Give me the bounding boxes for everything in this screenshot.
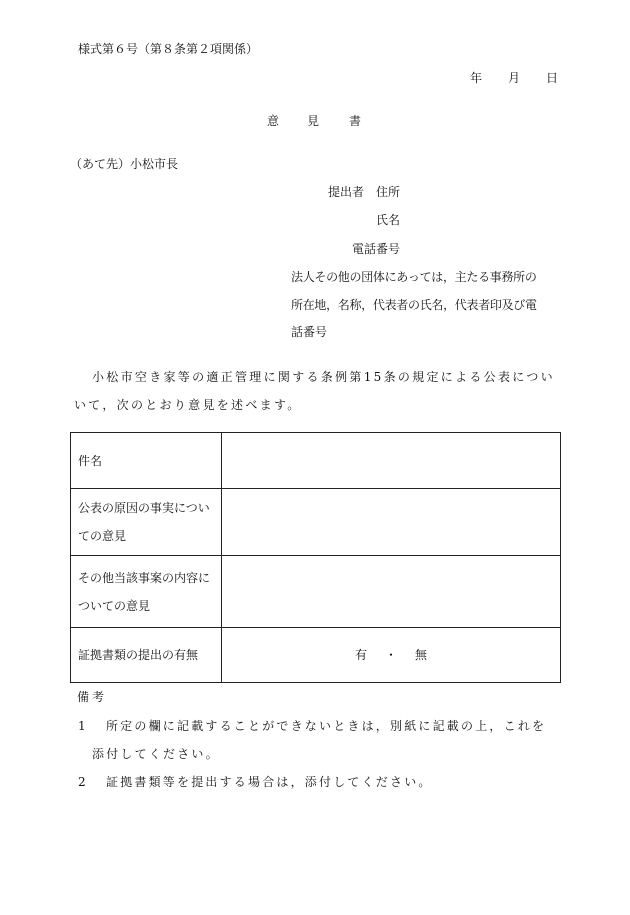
date-day-label: 日: [546, 71, 559, 85]
row-label-line: その他当該事案の内容に: [78, 570, 211, 585]
row-label-line: 件名: [78, 453, 103, 468]
address-label: 住所: [376, 185, 401, 199]
other-opinion-field[interactable]: [222, 556, 561, 628]
remark-number: 1: [78, 719, 88, 733]
corporate-note-line: 法人その他の団体にあっては，主たる事務所の: [291, 270, 537, 284]
remark-text: 所定の欄に記載することができないときは，別紙に記載の上，これを: [106, 719, 547, 733]
table-row: [71, 489, 561, 556]
cause-opinion-field[interactable]: [222, 489, 561, 556]
body-text-line: 小松市空き家等の適正管理に関する条例第15条の規定による公表につい: [92, 370, 555, 384]
date-month-label: 月: [508, 71, 521, 85]
remark-item: [78, 717, 546, 734]
row-label-line: 公表の原因の事実につい: [78, 501, 210, 515]
name-label: 氏名: [376, 213, 401, 227]
corporate-note-line: 話番号: [291, 325, 328, 339]
row-label-line: 証拠書類の提出の有無: [78, 648, 199, 662]
row-label-cause-opinion: [71, 489, 222, 556]
body-text-line: いて，次のとおり意見を述べます。: [74, 398, 302, 412]
option-yes[interactable]: 有: [354, 648, 367, 662]
row-label-subject: [71, 433, 222, 489]
phone-label: 電話番号: [352, 242, 401, 256]
submitter-label: 提出者: [328, 185, 365, 199]
addressee: （あて先）小松市長: [70, 157, 179, 171]
row-label-line: ての意見: [78, 529, 127, 543]
corporate-note-line: 所在地，名称，代表者の氏名，代表者印及び電: [291, 298, 537, 312]
remarks-title: 備考: [77, 690, 108, 704]
opinion-table: [70, 432, 561, 683]
row-label-line: ついての意見: [78, 598, 151, 613]
form-identifier: 様式第６号（第８条第２項関係）: [78, 42, 259, 56]
title-char-1: 意: [267, 114, 280, 128]
remark-item: [78, 773, 433, 790]
subject-field[interactable]: [222, 433, 561, 489]
table-row: [71, 628, 561, 683]
evidence-presence-field: [222, 628, 561, 683]
title-char-3: 書: [349, 114, 362, 128]
table-row: [71, 433, 561, 489]
title-char-2: 見: [307, 114, 320, 128]
remark-text: 証拠書類等を提出する場合は，添付してください。: [106, 775, 433, 789]
row-label-evidence: [71, 628, 222, 683]
option-no[interactable]: 無: [415, 648, 428, 662]
date-year-label: 年: [470, 71, 483, 85]
row-label-other-opinion: [71, 556, 222, 628]
remark-number: 2: [78, 775, 88, 789]
option-separator: ・: [384, 648, 397, 662]
table-row: [71, 556, 561, 628]
remark-text-continuation: 添付してください。: [92, 747, 220, 761]
